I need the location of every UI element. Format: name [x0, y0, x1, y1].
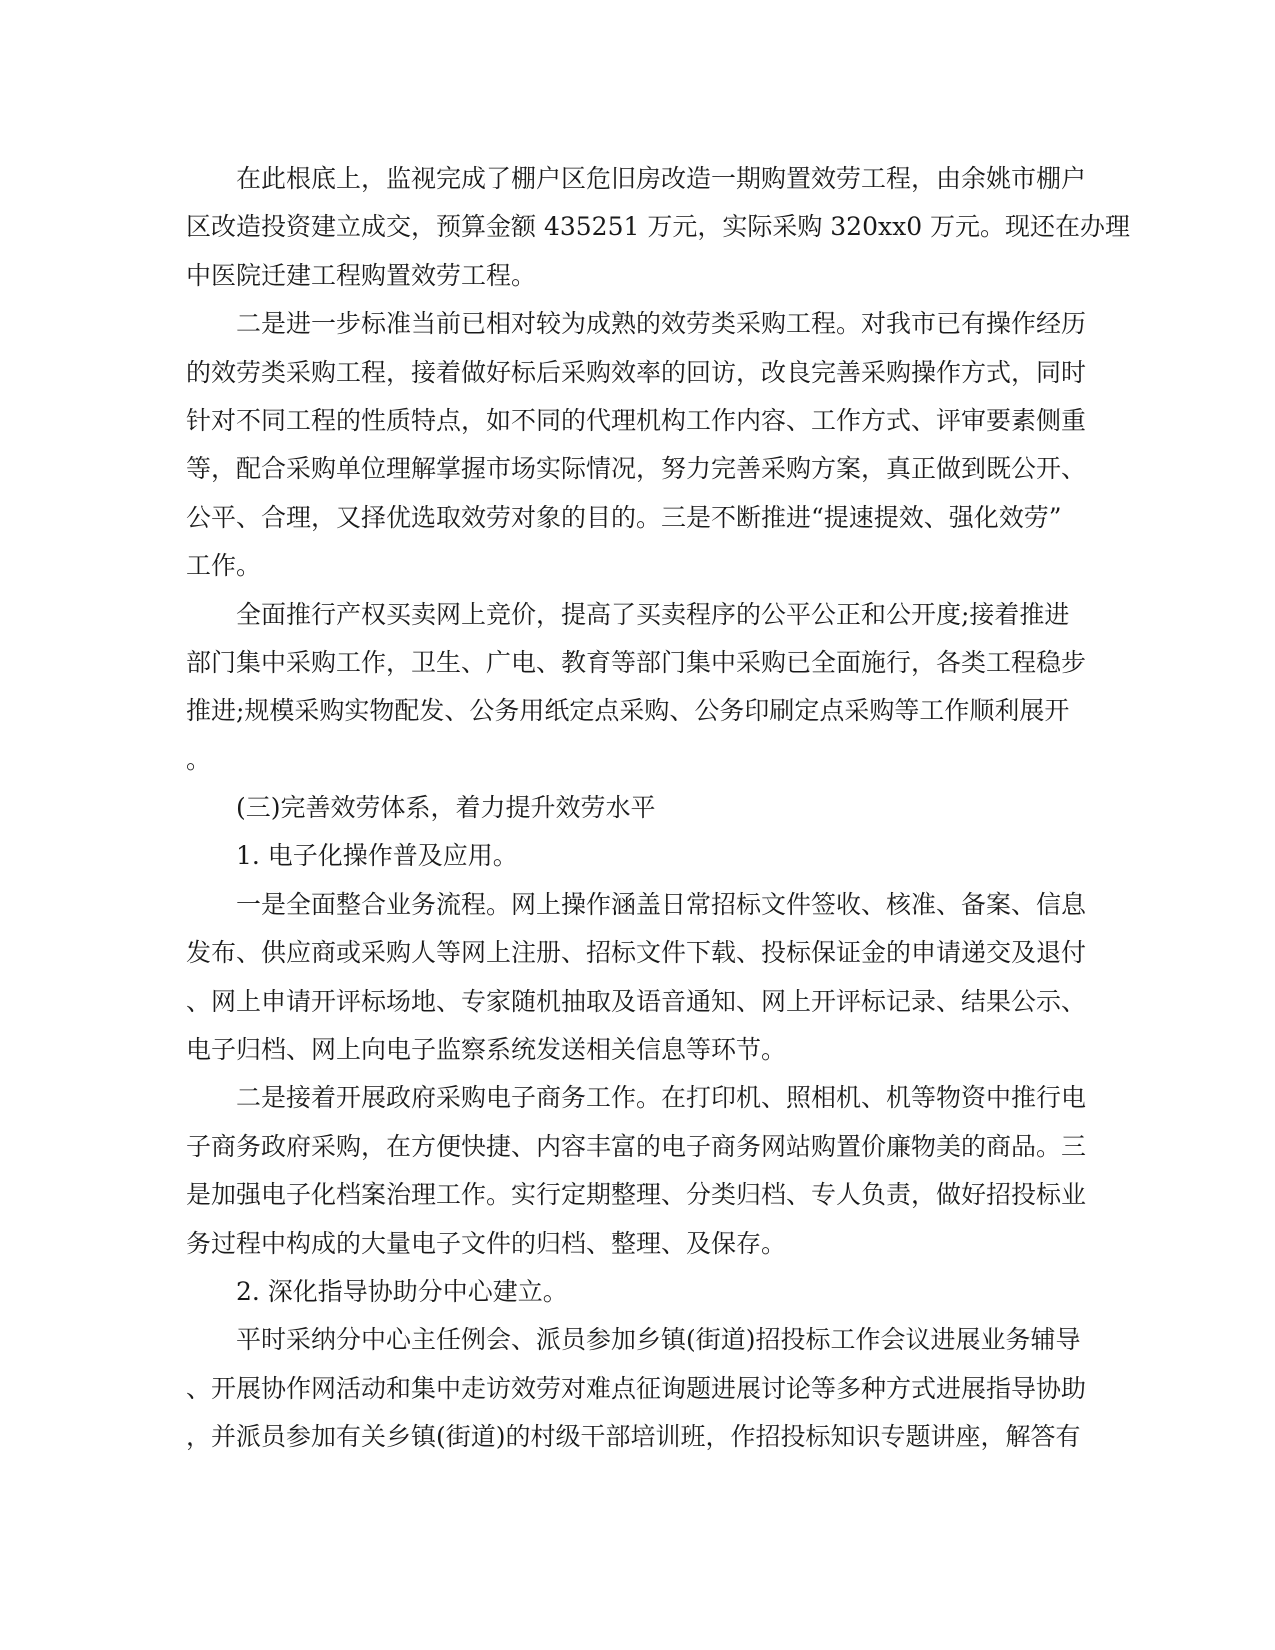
document-body	[186, 155, 1131, 1462]
section-heading: (三)完善效劳体系，着力提升效劳水平	[236, 793, 656, 823]
text-line: 、开展协作网活动和集中走访效劳对难点征询题进展讨论等多种方式进展指导协助	[186, 1373, 1087, 1403]
text-line: 公平、合理，又择优选取效劳对象的目的。三是不断推进“提速提效、强化效劳”	[186, 502, 1062, 532]
text-line: 二是进一步标准当前已相对较为成熟的效劳类采购工程。对我市已有操作经历	[236, 309, 1087, 339]
text-line: 在此根底上，监视完成了棚户区危旧房改造一期购置效劳工程，由余姚市棚户	[236, 164, 1087, 193]
text-line: 、网上申请开评标场地、专家随机抽取及语音通知、网上开评标记录、结果公示、	[186, 986, 1087, 1016]
text-line: 区改造投资建立成交，预算金额 435251 万元，实际采购 320xx0 万元。现还在办理	[186, 212, 1131, 242]
text-line: 务过程中构成的大量电子文件的归档、整理、及保存。	[186, 1228, 787, 1258]
text-line: 中医院迁建工程购置效劳工程。	[186, 260, 537, 290]
text-line: 的效劳类采购工程，接着做好标后采购效率的回访，改良完善采购操作方式，同时	[186, 357, 1087, 387]
text-line: 推进;规模采购实物配发、公务用纸定点采购、公务印刷定点采购等工作顺利展开	[186, 696, 1070, 726]
text-line: ，并派员参加有关乡镇(街道)的村级干部培训班，作招投标知识专题讲座，解答有	[186, 1422, 1081, 1452]
text-line: 平时采纳分中心主任例会、派员参加乡镇(街道)招投标工作会议进展业务辅导	[236, 1325, 1081, 1355]
text-line: 工作。	[186, 551, 262, 581]
text-line: 是加强电子化档案治理工作。实行定期整理、分类归档、专人负责，做好招投标业	[186, 1180, 1087, 1210]
text-line: 。	[186, 744, 212, 774]
text-line: 一是全面整合业务流程。网上操作涵盖日常招标文件签收、核准、备案、信息	[236, 889, 1087, 919]
text-line: 子商务政府采购，在方便快捷、内容丰富的电子商务网站购置价廉物美的商品。三	[186, 1131, 1087, 1161]
text-line: 二是接着开展政府采购电子商务工作。在打印机、照相机、机等物资中推行电	[236, 1083, 1087, 1113]
text-line: 发布、供应商或采购人等网上注册、招标文件下载、投标保证金的申请递交及退付	[186, 938, 1087, 968]
text-line: 全面推行产权买卖网上竞价，提高了买卖程序的公平公正和公开度;接着推进	[236, 599, 1070, 629]
subsection-heading: 2. 深化指导协助分中心建立。	[236, 1276, 568, 1306]
text-line: 部门集中采购工作，卫生、广电、教育等部门集中采购已全面施行，各类工程稳步	[186, 647, 1087, 677]
subsection-heading: 1. 电子化操作普及应用。	[236, 841, 518, 871]
text-line: 针对不同工程的性质特点，如不同的代理机构工作内容、工作方式、评审要素侧重	[186, 405, 1087, 435]
text-line: 等，配合采购单位理解掌握市场实际情况，努力完善采购方案，真正做到既公开、	[186, 454, 1087, 484]
text-line: 电子归档、网上向电子监察系统发送相关信息等环节。	[186, 1035, 787, 1065]
